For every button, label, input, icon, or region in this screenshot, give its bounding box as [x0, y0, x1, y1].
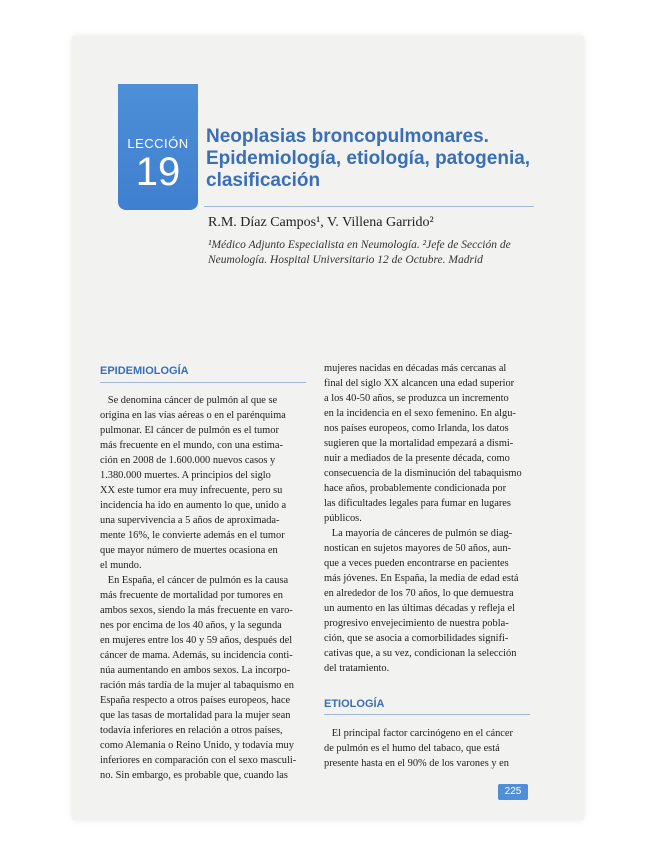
affiliation: [208, 238, 538, 268]
text-line: el mundo.: [100, 560, 142, 571]
text-line: en la incidencia en el sexo femenino. En algu-: [324, 408, 516, 419]
text-line: en mujeres entre los 40 y 59 años, después del: [100, 635, 293, 646]
title-divider: [204, 206, 534, 207]
text-line: ración más tardía de la mujer al tabaquismo en: [100, 680, 294, 691]
text-line: mujeres nacidas en décadas más cercanas al: [324, 363, 507, 374]
text-line: origina en las vías aéreas o en el parénquima: [100, 410, 286, 421]
authors: R.M. Díaz Campos¹, V. Villena Garrido²: [208, 215, 434, 230]
text-line: inferiores en comparación con el sexo masculi-: [100, 755, 297, 766]
affiliation-line: ¹Médico Adjunto Especialista en Neumología. ²Jefe de Sección de: [208, 239, 511, 251]
section-heading-epidemiologia: EPIDEMIOLOGÍA: [100, 365, 189, 377]
section-divider: [324, 714, 530, 715]
text-line: España respecto a otros países europeos, hace: [100, 695, 291, 706]
section-heading-etiologia: ETIOLOGÍA: [324, 698, 385, 710]
text-line: todavía inferiores en relación a otros países,: [100, 725, 283, 736]
text-line: ción, que se asocia a comorbilidades signifi-: [324, 633, 509, 644]
text-line: nos países europeos, como Irlanda, los datos: [324, 423, 509, 434]
text-line: que las tasas de mortalidad para la mujer sean: [100, 710, 291, 721]
chapter-title: [206, 126, 536, 192]
text-line: nes por encima de los 40 años, y la segunda: [100, 620, 282, 631]
left-column-text: [100, 393, 306, 783]
lesson-tab: [118, 84, 198, 210]
text-line: pulmonar. El cáncer de pulmón es el tumor: [100, 425, 279, 436]
chapter-title-line: Neoplasias broncopulmonares.: [206, 126, 489, 147]
text-line: El principal factor carcinógeno en el cáncer: [324, 728, 513, 739]
affiliation-line: Neumología. Hospital Universitario 12 de Octubre. Madrid: [208, 254, 483, 266]
text-line: del tratamiento.: [324, 663, 390, 674]
text-line: núa aumentando en ambos sexos. La incorpo-: [100, 665, 291, 676]
text-line: más frecuente de mortalidad por tumores en: [100, 590, 283, 601]
text-line: una supervivencia a 5 años de aproximada-: [100, 515, 280, 526]
text-line: hace años, probablemente condicionada por: [324, 483, 507, 494]
chapter-title-line: Epidemiología, etiología, patogenia,: [206, 148, 531, 169]
text-line: cáncer de mama. Además, su incidencia conti-: [100, 650, 293, 661]
text-line: XX este tumor era muy infrecuente, pero su: [100, 485, 283, 496]
lesson-number: 19: [135, 150, 181, 194]
text-line: que mayor número de muertes ocasiona en: [100, 545, 278, 556]
text-line: En España, el cáncer de pulmón es la causa: [100, 575, 289, 586]
right-column-text: [324, 361, 530, 676]
text-line: cativas que, a su vez, condicionan la selección: [324, 648, 517, 659]
text-line: no. Sin embargo, es probable que, cuando las: [100, 770, 288, 781]
text-line: final del siglo XX alcancen una edad superior: [324, 378, 515, 389]
right-column-text-bottom: [324, 726, 530, 771]
text-line: más jóvenes. En España, la media de edad está: [324, 573, 519, 584]
text-line: las dificultades legales para fumar en lugares: [324, 498, 511, 509]
text-line: de pulmón es el humo del tabaco, que está: [324, 743, 500, 754]
text-line: mente 16%, le convierte además en el tumor: [100, 530, 285, 541]
text-line: ción en 2008 de 1.600.000 nuevos casos y: [100, 455, 276, 466]
text-line: La mayoría de cánceres de pulmón se diag-: [324, 528, 513, 539]
text-line: Se denomina cáncer de pulmón al que se: [100, 395, 278, 406]
text-line: que a veces pueden encontrarse en pacientes: [324, 558, 509, 569]
text-line: como Alemania o Reino Unido, y todavía muy: [100, 740, 294, 751]
text-line: públicos.: [324, 513, 362, 524]
text-line: ambos sexos, siendo la más frecuente en varo-: [100, 605, 293, 616]
text-line: 1.380.000 muertes. A principios del siglo: [100, 470, 271, 481]
page-number: 225: [498, 784, 528, 800]
chapter-title-line: clasificación: [206, 170, 321, 191]
text-line: en alrededor de los 70 años, lo que demuestra: [324, 588, 514, 599]
text-line: presente hasta en el 90% de los varones y en: [324, 758, 509, 769]
lesson-label: LECCIÓN: [127, 136, 189, 151]
text-line: progresivo envejecimiento de nuestra pobla-: [324, 618, 509, 629]
text-line: incidencia ha ido en aumento lo que, unido a: [100, 500, 287, 511]
text-line: a los 40-50 años, se produzca un incremento: [324, 393, 509, 404]
section-divider: [100, 382, 306, 383]
text-line: sugieren que la mortalidad empezará a dismi-: [324, 438, 514, 449]
text-line: nuir a mediados de la presente década, como: [324, 453, 510, 464]
text-line: un aumento en las últimas décadas y refleja el: [324, 603, 515, 614]
text-line: consecuencia de la disminución del tabaquismo: [324, 468, 522, 479]
text-line: más frecuente en el mundo, con una estima-: [100, 440, 283, 451]
text-line: nostican en sujetos mayores de 50 años, aun-: [324, 543, 511, 554]
